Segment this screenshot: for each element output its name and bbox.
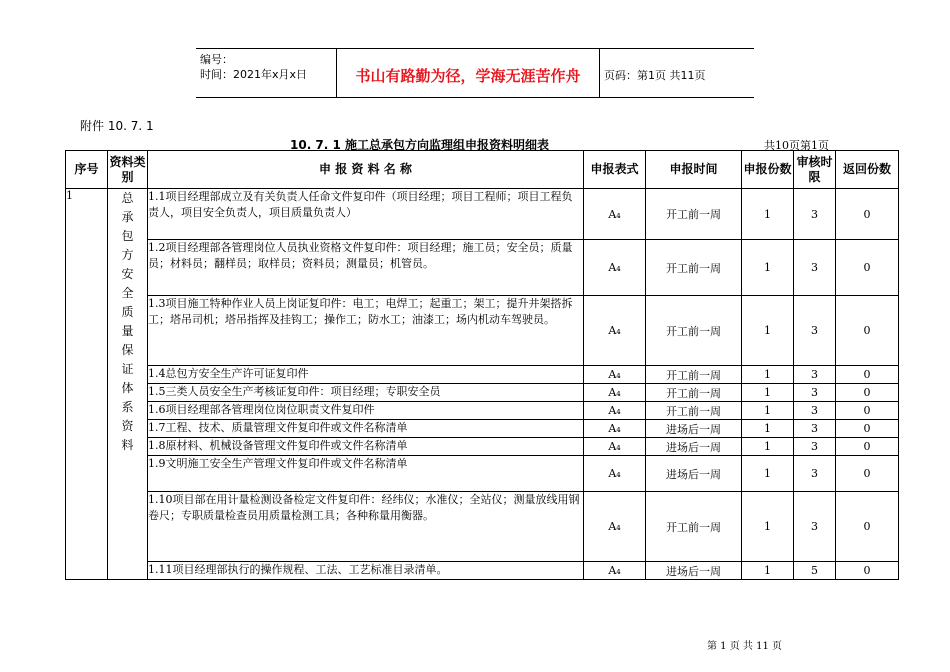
row-review: 3 <box>794 492 836 562</box>
header-motto-cell <box>337 49 600 97</box>
row-review: 3 <box>794 402 836 420</box>
table-row <box>66 420 899 438</box>
row-time: 开工前一周 <box>646 402 742 420</box>
row-copies: 1 <box>742 189 794 240</box>
header-motto: 书山有路勤为径，学海无涯苦作舟 <box>355 67 581 85</box>
col-header-no: 序号 <box>66 151 108 189</box>
col-header-review: 审核时限 <box>794 151 836 189</box>
row-time: 开工前一周 <box>646 189 742 240</box>
row-copies: 1 <box>742 384 794 402</box>
row-form: A₄ <box>584 189 646 240</box>
row-name: 1.10项目部在用计量检测设备检定文件复印件：经纬仪；水准仪；全站仪；测量放线用钢卷尺；专职质量检查员用质量检测工具；各种称量用衡器。 <box>148 492 584 562</box>
header-page-cell <box>600 49 754 97</box>
row-form: A₄ <box>584 402 646 420</box>
row-review: 3 <box>794 296 836 366</box>
row-form: A₄ <box>584 296 646 366</box>
row-return: 0 <box>836 438 899 456</box>
table-row <box>66 366 899 384</box>
table-row <box>66 402 899 420</box>
row-form: A₄ <box>584 240 646 296</box>
row-return: 0 <box>836 366 899 384</box>
document-code-label: 编号： <box>200 53 233 66</box>
table-row <box>66 438 899 456</box>
row-time: 开工前一周 <box>646 492 742 562</box>
table-row <box>66 189 899 240</box>
row-return: 0 <box>836 189 899 240</box>
row-form: A₄ <box>584 384 646 402</box>
row-return: 0 <box>836 420 899 438</box>
col-header-time: 申报时间 <box>646 151 742 189</box>
row-name: 1.8原材料、机械设备管理文件复印件或文件名称清单 <box>148 438 584 456</box>
table-row <box>66 296 899 366</box>
row-return: 0 <box>836 492 899 562</box>
row-name: 1.7工程、技术、质量管理文件复印件或文件名称清单 <box>148 420 584 438</box>
row-copies: 1 <box>742 366 794 384</box>
row-time: 进场后一周 <box>646 438 742 456</box>
row-time: 开工前一周 <box>646 296 742 366</box>
row-form: A₄ <box>584 492 646 562</box>
page-total: 共10页第1页 <box>764 139 829 152</box>
row-review: 5 <box>794 562 836 580</box>
col-header-name: 申 报 资 料 名 称 <box>148 151 584 189</box>
table-row <box>66 562 899 580</box>
row-name: 1.9文明施工安全生产管理文件复印件或文件名称清单 <box>148 456 584 492</box>
row-review: 3 <box>794 438 836 456</box>
row-name: 1.5三类人员安全生产考核证复印件：项目经理；专职安全员 <box>148 384 584 402</box>
col-header-category: 资料类别 <box>108 151 148 189</box>
row-name: 1.2项目经理部各管理岗位人员执业资格文件复印件：项目经理；施工员；安全员；质量员；材料员；翻样员；取样员；资料员；测量员；机管员。 <box>148 240 584 296</box>
table-title: 10. 7. 1 施工总承包方向监理组申报资料明细表 <box>290 138 550 152</box>
row-form: A₄ <box>584 438 646 456</box>
row-return: 0 <box>836 456 899 492</box>
row-return: 0 <box>836 384 899 402</box>
table-row <box>66 456 899 492</box>
row-copies: 1 <box>742 562 794 580</box>
row-copies: 1 <box>742 438 794 456</box>
table-row <box>66 384 899 402</box>
row-copies: 1 <box>742 296 794 366</box>
row-form: A₄ <box>584 562 646 580</box>
row-return: 0 <box>836 562 899 580</box>
row-name: 1.3项目施工特种作业人员上岗证复印件：电工；电焊工；起重工；架工；提升井架搭拆工；塔吊司机；塔吊指挥及挂钩工；操作工；防水工；油漆工；场内机动车驾驶员。 <box>148 296 584 366</box>
row-review: 3 <box>794 366 836 384</box>
row-form: A₄ <box>584 420 646 438</box>
row-time: 开工前一周 <box>646 240 742 296</box>
row-time: 开工前一周 <box>646 366 742 384</box>
row-review: 3 <box>794 240 836 296</box>
row-review: 3 <box>794 189 836 240</box>
row-time: 进场后一周 <box>646 562 742 580</box>
header-meta-cell <box>196 49 337 97</box>
document-time-label: 时间：2021年x月x日 <box>200 68 308 81</box>
group-category-text: 总承包方安全质量保证体系资料 <box>121 191 134 452</box>
row-review: 3 <box>794 456 836 492</box>
row-copies: 1 <box>742 492 794 562</box>
group-category <box>108 189 148 580</box>
row-return: 0 <box>836 240 899 296</box>
submission-table <box>65 150 899 580</box>
row-review: 3 <box>794 420 836 438</box>
row-form: A₄ <box>584 366 646 384</box>
table-header-row <box>66 151 899 189</box>
row-name: 1.11项目经理部执行的操作规程、工法、工艺标准目录清单。 <box>148 562 584 580</box>
document-header <box>196 48 754 98</box>
row-review: 3 <box>794 384 836 402</box>
header-page-number: 页码：第1页 共11页 <box>604 69 706 82</box>
row-return: 0 <box>836 402 899 420</box>
row-form: A₄ <box>584 456 646 492</box>
col-header-copies: 申报份数 <box>742 151 794 189</box>
col-header-form: 申报表式 <box>584 151 646 189</box>
row-name: 1.6项目经理部各管理岗位岗位职责文件复印件 <box>148 402 584 420</box>
row-copies: 1 <box>742 402 794 420</box>
row-return: 0 <box>836 296 899 366</box>
row-name: 1.1项目经理部成立及有关负责人任命文件复印件（项目经理；项目工程师；项目工程负责人，项目安全负责人，项目质量负责人） <box>148 189 584 240</box>
row-name: 1.4总包方安全生产许可证复印件 <box>148 366 584 384</box>
group-number: 1 <box>66 189 108 580</box>
row-copies: 1 <box>742 420 794 438</box>
row-copies: 1 <box>742 456 794 492</box>
col-header-return: 返回份数 <box>836 151 899 189</box>
attachment-label: 附件 10. 7. 1 <box>80 119 154 133</box>
row-time: 进场后一周 <box>646 420 742 438</box>
page-footer: 第 1 页 共 11 页 <box>707 641 782 652</box>
row-copies: 1 <box>742 240 794 296</box>
row-time: 进场后一周 <box>646 456 742 492</box>
table-row <box>66 240 899 296</box>
row-time: 开工前一周 <box>646 384 742 402</box>
table-row <box>66 492 899 562</box>
